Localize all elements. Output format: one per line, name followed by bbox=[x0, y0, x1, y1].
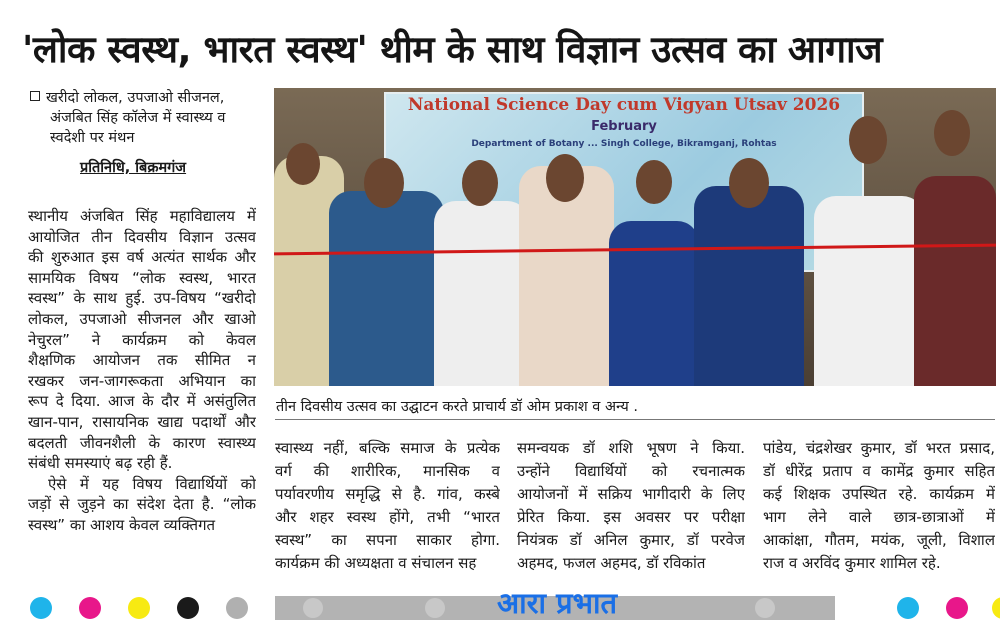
article-line: उन्होंने विद्यार्थियों को रचनात्मक bbox=[517, 462, 745, 480]
article-line: स्वस्थ” का आशय केवल व्यक्तिगत bbox=[28, 515, 216, 534]
article-column-2 bbox=[275, 437, 500, 575]
article-line: और शहर स्वस्थ होंगे, तभी “भारत bbox=[275, 508, 500, 526]
person-head bbox=[462, 160, 498, 206]
byline: प्रतिनिधि, बिक्रमगंज bbox=[80, 160, 187, 176]
article-line: डॉ धीरेंद्र प्रताप व कामेंद्र कुमार सहित bbox=[763, 462, 995, 480]
article-line: स्वस्थ” का सपना साकार होगा. bbox=[275, 531, 500, 549]
article-line: की शुरुआत इस वर्ष अत्यंत सार्थक और bbox=[28, 248, 256, 267]
registration-dot-yellow bbox=[992, 597, 1000, 619]
photo-caption: तीन दिवसीय उत्सव का उद्घाटन करते प्राचार्य डॉ ओम प्रकाश व अन्य . bbox=[276, 399, 638, 415]
news-photo bbox=[274, 88, 996, 386]
registration-dot-magenta bbox=[946, 597, 968, 619]
headline: 'लोक स्वस्थ, भारत स्वस्थ' थीम के साथ विज्ञान उत्सव का आगाज bbox=[22, 28, 883, 71]
person-head bbox=[364, 158, 404, 208]
article-line: बदलती जीवनशैली के कारण स्वास्थ्य bbox=[28, 433, 256, 452]
divider bbox=[275, 419, 995, 420]
article-line: सामयिक विषय “लोक स्वस्थ, भारत bbox=[28, 268, 256, 287]
person-head bbox=[636, 160, 672, 204]
article-line: नियंत्रक डॉ अनिल कुमार, डॉ परवेज bbox=[517, 531, 745, 549]
subheadline bbox=[30, 88, 270, 178]
article-line: राज व अरविंद कुमार शामिल रहे. bbox=[763, 554, 941, 572]
article-line: पांडेय, चंद्रशेखर कुमार, डॉ भरत प्रसाद, bbox=[763, 439, 995, 457]
article-column-4 bbox=[763, 437, 995, 575]
banner-text-layer bbox=[384, 92, 864, 154]
person-head bbox=[286, 143, 320, 185]
registration-dot-cyan bbox=[897, 597, 919, 619]
banner-title: National Science Day cum Vigyan Utsav 2026 bbox=[407, 95, 841, 115]
article-line: भाग लेने वाले छात्र-छात्राओं में bbox=[763, 508, 995, 526]
subheadline-line: स्वदेशी पर मंथन bbox=[50, 130, 135, 146]
article-line: स्थानीय अंजबित सिंह महाविद्यालय में bbox=[28, 207, 256, 225]
article-line: पर्यावरणीय समृद्धि से है. गांव, कस्बे bbox=[275, 485, 500, 503]
article-line: कार्यक्रम की अध्यक्षता व संचालन सह bbox=[275, 554, 477, 572]
registration-dot-gray bbox=[226, 597, 248, 619]
article-line: स्वस्थ” के साथ हुई. उप-विषय “खरीदो bbox=[28, 289, 256, 308]
article-line: अहमद, फजल अहमद, डॉ रविकांत bbox=[517, 554, 706, 572]
article-line: खान-पान, रासायनिक खाद्य पदार्थों और bbox=[28, 412, 256, 431]
person-head bbox=[546, 154, 584, 202]
article-line: आयोजित तीन दिवसीय विज्ञान उत्सव bbox=[28, 227, 256, 246]
person bbox=[329, 191, 444, 386]
article-line: कई शिक्षक उपस्थित रहे. कार्यक्रम में bbox=[763, 485, 995, 503]
article-column-3 bbox=[517, 437, 745, 575]
article-line: समन्वयक डॉ शशि भूषण ने किया. bbox=[517, 439, 745, 457]
person bbox=[434, 201, 529, 386]
article-line: नेचुरल” ने कार्यक्रम को केवल bbox=[28, 330, 256, 349]
person-head bbox=[934, 110, 970, 156]
article-line: रूप दे दिया. आज के दौर में असंतुलित bbox=[28, 392, 256, 411]
masthead-logo: आरा प्रभात bbox=[497, 586, 618, 620]
person bbox=[609, 221, 699, 386]
registration-dot-magenta bbox=[79, 597, 101, 619]
person bbox=[814, 196, 924, 386]
person bbox=[694, 186, 804, 386]
article-line: आयोजनों में सक्रिय भागीदारी के लिए bbox=[517, 485, 745, 503]
subheadline-line: अंजबित सिंह कॉलेज में स्वास्थ्य व bbox=[50, 110, 226, 126]
bullet-box-icon bbox=[30, 91, 40, 101]
registration-dot-yellow bbox=[128, 597, 150, 619]
subheadline-line: खरीदो लोकल, उपजाओ सीजनल, bbox=[46, 90, 225, 106]
article-line: संबंधी समस्याएं बढ़ रही हैं. bbox=[28, 454, 173, 473]
person bbox=[914, 176, 996, 386]
article-line: वर्ग की शारीरिक, मानसिक व bbox=[275, 462, 500, 480]
banner-date: February bbox=[591, 119, 657, 134]
person-head bbox=[729, 158, 769, 208]
article-column-1 bbox=[28, 206, 256, 536]
article-line: रखकर जन-जागरूकता अभियान का bbox=[28, 371, 256, 390]
article-line: शैक्षणिक आयोजन तक सीमित न bbox=[28, 351, 256, 370]
registration-dot-black bbox=[177, 597, 199, 619]
registration-dot-cyan bbox=[30, 597, 52, 619]
article-line: ऐसे में यह विषय विद्यार्थियों को bbox=[48, 474, 256, 493]
article-line: स्वास्थ्य नहीं, बल्कि समाज के प्रत्येक bbox=[275, 439, 500, 457]
article-line: लोकल, उपजाओ सीजनल और खाओ bbox=[28, 309, 256, 328]
banner-org: Department of Botany ... Singh College, Bikramganj, Rohtas bbox=[471, 139, 777, 149]
article-line: प्रेरित किया. इस अवसर पर परीक्षा bbox=[517, 508, 745, 526]
article-line: जड़ों से जुड़ने का संदेश देता है. “लोक bbox=[28, 495, 256, 514]
article-line: आकांक्षा, गौतम, मयंक, जूली, विशाल bbox=[763, 531, 995, 549]
